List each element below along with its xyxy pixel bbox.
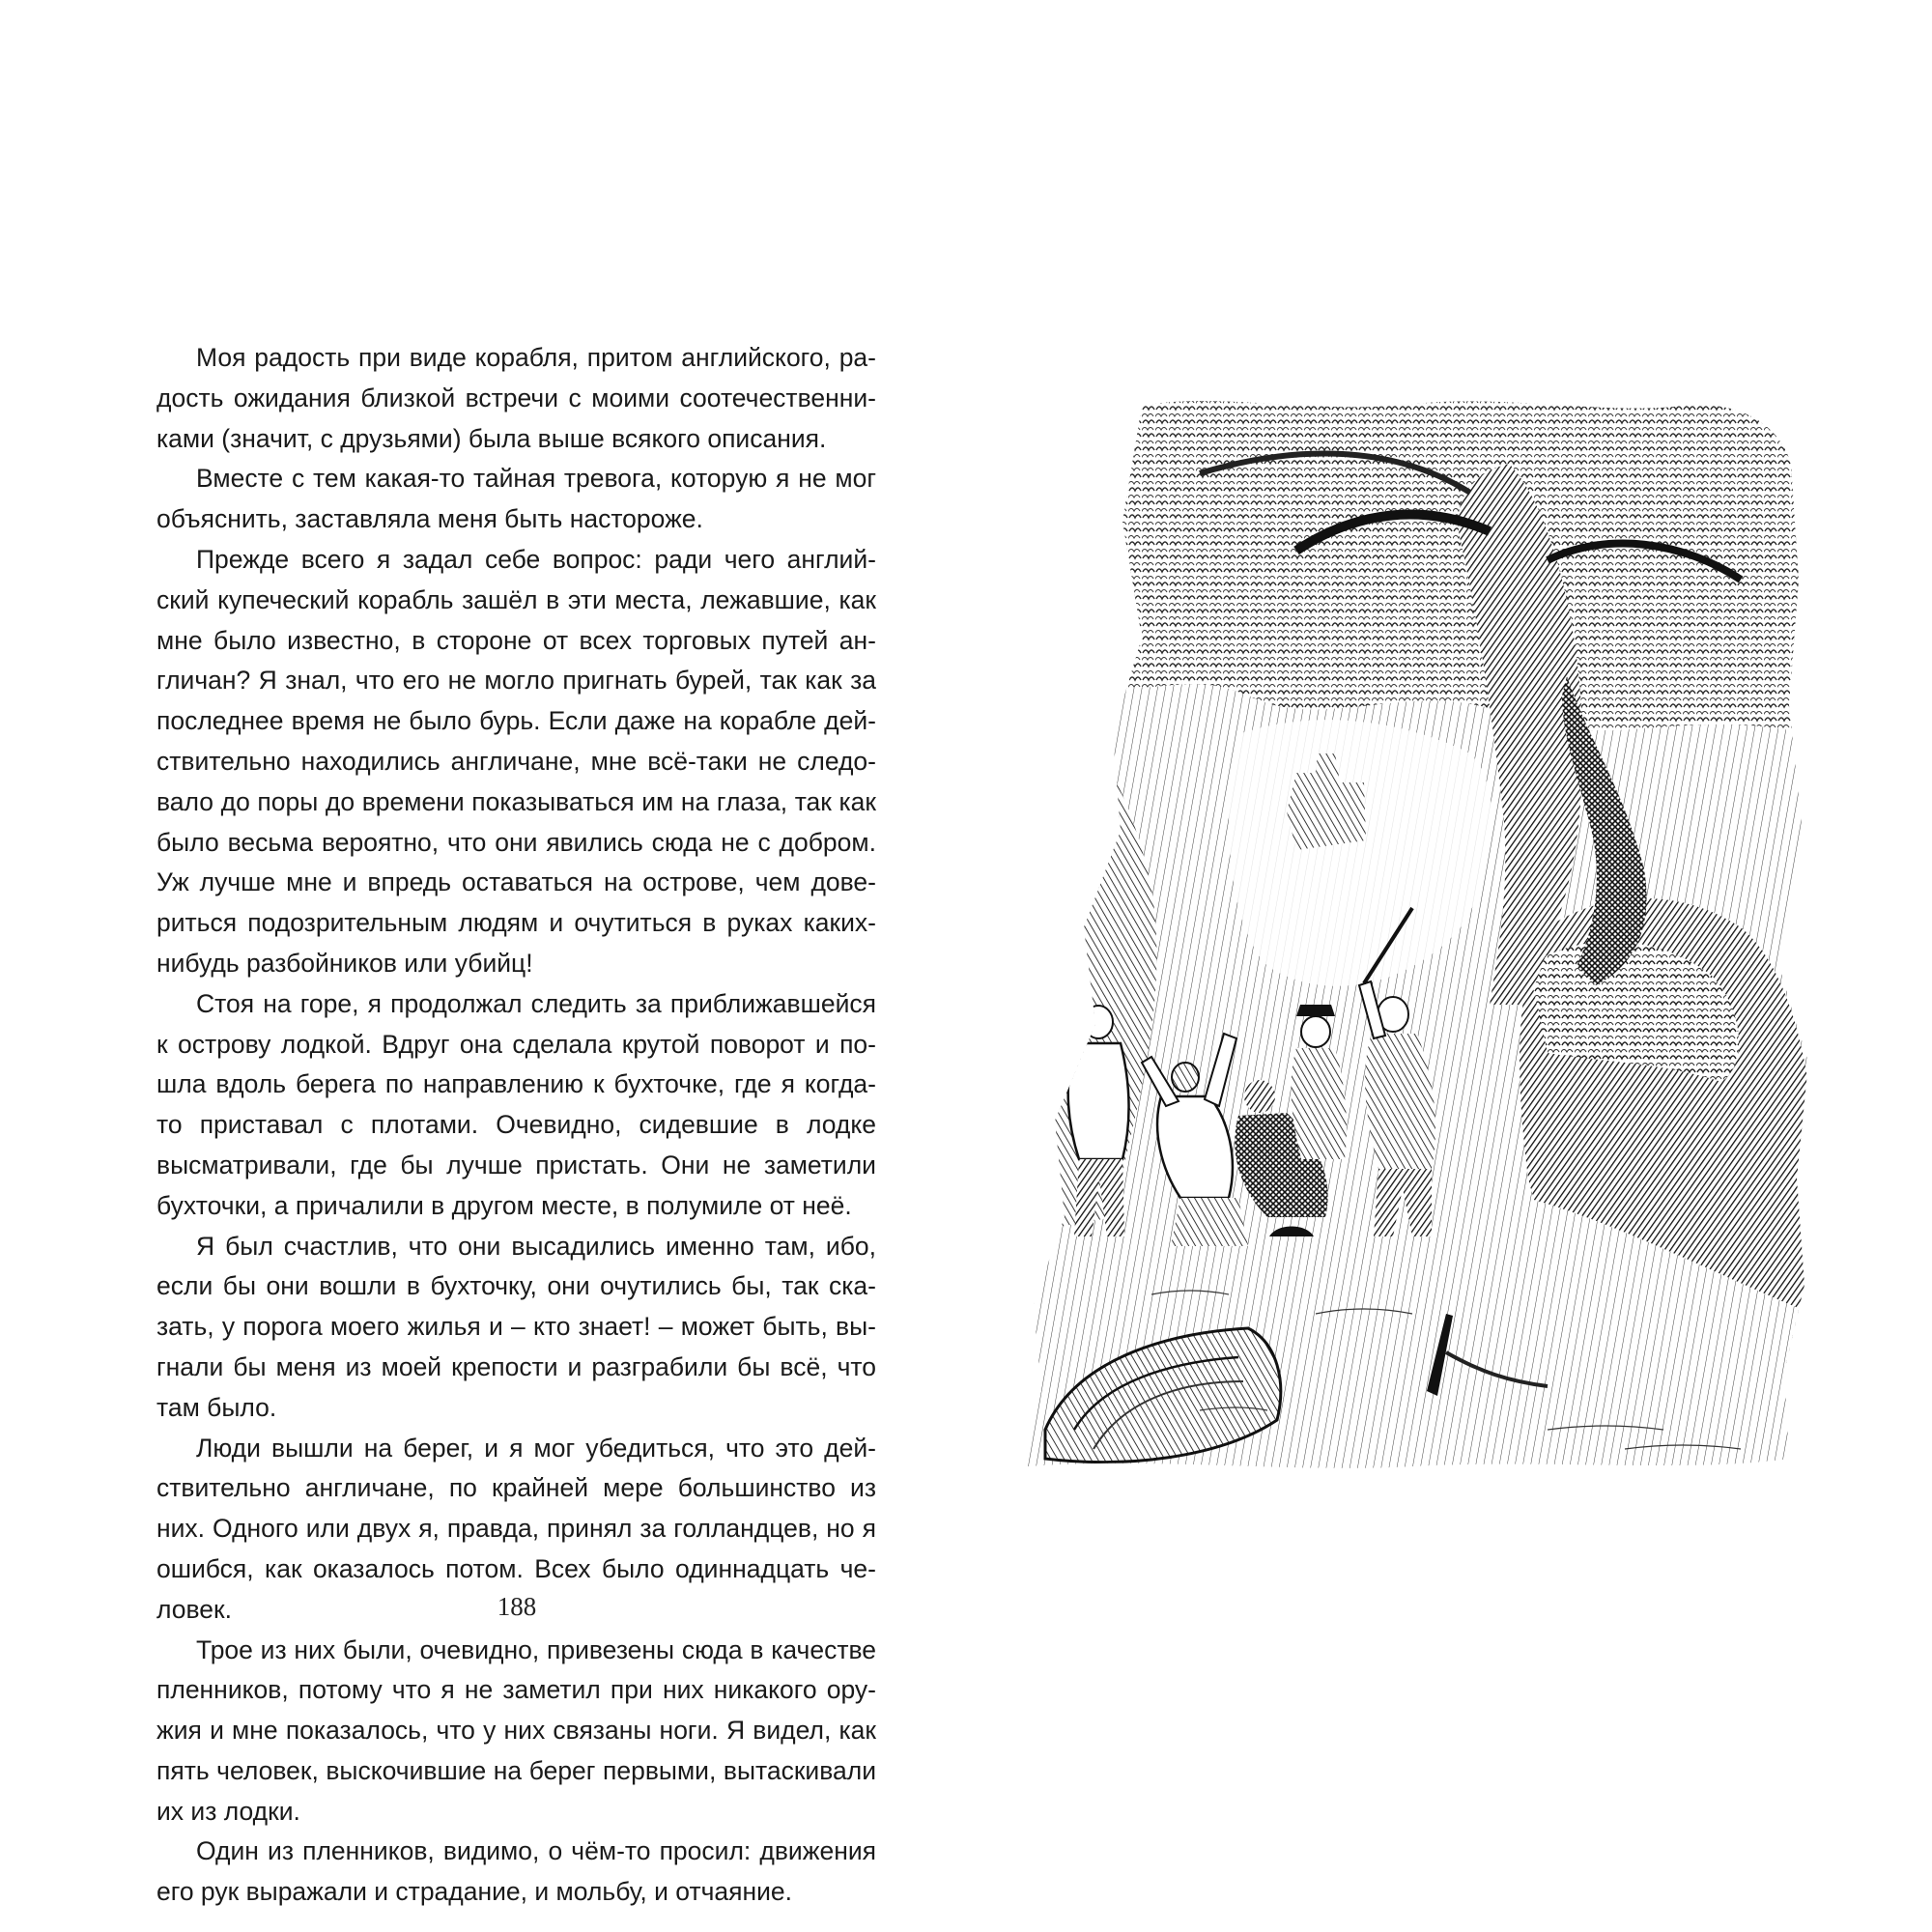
- paragraph-5: Я был счастлив, что они высадились именно там, ибо, если бы они вошли в бухточку, они очутились бы, так сказать, у порога моего жилья и – кто знает! – может быть, выгнали бы меня из моей крепости и разграбили бы всё, что там было.: [156, 1231, 876, 1422]
- figure-2-head: [1172, 1063, 1199, 1092]
- figure-4-hat: [1296, 1005, 1335, 1016]
- engraving-scene: [1007, 386, 1812, 1483]
- engraving-svg: [1007, 386, 1812, 1483]
- page-number: 188: [497, 1592, 537, 1621]
- paragraph-2: Вместе с тем какая-то тайная тревога, которую я не мог объяснить, заставляла меня быть настороже.: [156, 464, 876, 534]
- paragraph-1: Моя радость при виде корабля, притом английского, радость ожидания близкой встречи с моими соотечественниками (значит, с друзьями) была выше всякого описания.: [156, 343, 876, 453]
- paragraph-3: Прежде всего я задал себе вопрос: ради чего английский купеческий корабль зашёл в эти места, лежавшие, как мне было известно, в стороне от всех торговых путей англичан? Я знал, что его не могло пригнать бурей, так как за последнее время не было бурь. Если даже на корабле действительно находились англичане, мне всё-таки не следовало до поры до времени показываться им на глаза, так как было весьма вероятно, что они явились сюда не с добром. Уж лучше мне и впредь оставаться на острове, чем довериться подозрительным людям и очутиться в руках какихнибудь разбойников или убийц!: [156, 544, 876, 978]
- figure-2-legs: [1171, 1198, 1248, 1246]
- figure-3-head: [1244, 1080, 1275, 1113]
- engraving-illustration: [1007, 386, 1812, 1483]
- paragraph-6: Люди вышли на берег, и я мог убедиться, что это действительно англичане, по крайней мере большинство из них. Одного или двух я, правда, принял за голландцев, но я ошибся, как оказалось потом. Всех было одиннадцать человек.: [156, 1433, 876, 1624]
- paragraph-4: Стоя на горе, я продолжал следить за приближавшейся к острову лодкой. Вдруг она сделала крутой поворот и пошла вдоль берега по направлению к бухточке, где я когда-то приставал с плотами. Очевидно, сидевшие в лодке высматривали, где бы лучше пристать. Они не заметили бухточки, а причалили в другом месте, в полумиле от неё.: [156, 988, 876, 1220]
- paragraph-8: Один из пленников, видимо, о чём-то просил: движения его рук выражали и страдание, и мольбу, и отчаяние.: [156, 1836, 876, 1907]
- paragraph-7: Трое из них были, очевидно, привезены сюда в качестве пленников, потому что я не заметил при них никакого оружия и мне показалось, что у них связаны ноги. Я видел, как пять человек, выскочившие на берег первыми, вытаскивали их из лодки.: [156, 1634, 876, 1826]
- figure-4-body: [1292, 1048, 1347, 1159]
- text-column: [156, 338, 876, 1913]
- figure-1-head: [1084, 1006, 1113, 1038]
- figure-4-head: [1301, 1016, 1330, 1047]
- right-page: [966, 0, 1932, 1932]
- figure-1-shirt: [1068, 1043, 1129, 1159]
